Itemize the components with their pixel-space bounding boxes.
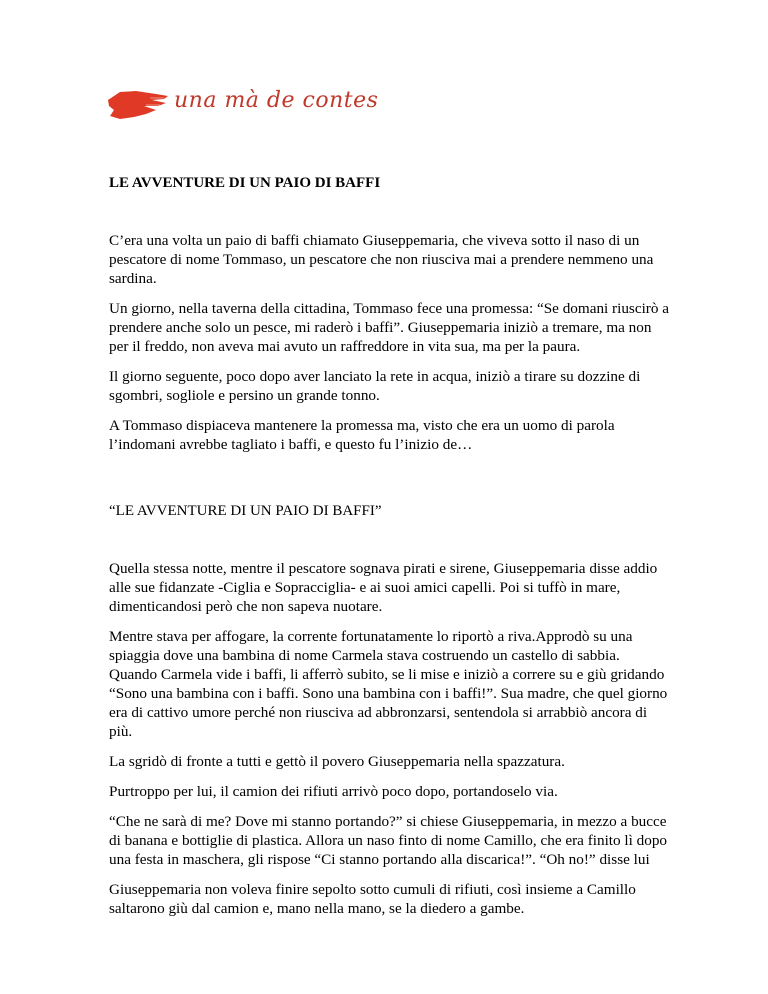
paragraph: Un giorno, nella taverna della cittadina, Tommaso fece una promessa: “Se domani riuscirò a prendere anche solo un pesce, mi raderò i baffi”. Giuseppemaria iniziò a tremare, ma non per il freddo, non aveva mai avuto un raffreddore in vita sua, ma per la paura.	[109, 300, 669, 355]
paragraph: A Tommaso dispiaceva mantenere la promessa ma, visto che era un uomo di parola l’indomani avrebbe tagliato i baffi, e questo fu l’inizio de…	[109, 417, 615, 453]
story-heading: “LE AVVENTURE DI UN PAIO DI BAFFI”	[109, 503, 382, 519]
brand-name: una mà de contes	[174, 88, 379, 113]
logo	[106, 86, 379, 122]
document-body	[109, 174, 669, 918]
document-title: LE AVVENTURE DI UN PAIO DI BAFFI	[109, 175, 381, 191]
paragraph: C’era una volta un paio di baffi chiamato Giuseppemaria, che viveva sotto il naso di un pescatore di nome Tommaso, un pescatore che non riusciva mai a prendere nemmeno una sardina.	[109, 232, 654, 287]
paragraph: La sgridò di fronte a tutti e gettò il povero Giuseppemaria nella spazzatura.	[109, 753, 565, 770]
paragraph: “Che ne sarà di me? Dove mi stanno portando?” si chiese Giuseppemaria, in mezzo a bucce di banana e bottiglie di plastica. Allora un naso finto di nome Camillo, che era finito lì dopo una festa in maschera, gli rispose “Ci stanno portando alla discarica!”. “Oh no!” disse lui	[109, 813, 668, 868]
paragraph: Giuseppemaria non voleva finire sepolto sotto cumuli di rifiuti, così insieme a Camillo saltarono giù dal camion e, mano nella mano, se la diedero a gambe.	[109, 881, 636, 917]
paragraph: Purtroppo per lui, il camion dei rifiuti arrivò poco dopo, portandoselo via.	[109, 783, 558, 800]
paragraph: Mentre stava per affogare, la corrente fortunatamente lo riportò a riva.Approdò su una spiaggia dove una bambina di nome Carmela stava costruendo un castello di sabbia. Quando Carmela vide i baffi, li afferrò subito, se li mise e iniziò a correre su e giù gridando “Sono una bambina con i baffi. Sono una bambina con i baffi!”. Sua madre, che quel giorno era di cattivo umore perché non riusciva ad abbronzarsi, sentendola si arrabbiò ancora di più.	[109, 628, 668, 740]
paragraph: Quella stessa notte, mentre il pescatore sognava pirati e sirene, Giuseppemaria disse addio alle sue fidanzate -Ciglia e Sopracciglia- e ai suoi amici capelli. Poi si tuffò in mare, dimenticandosi però che non sapeva nuotare.	[109, 560, 658, 615]
brush-stroke-icon	[106, 86, 170, 122]
paragraph: Il giorno seguente, poco dopo aver lanciato la rete in acqua, iniziò a tirare su dozzine di sgombri, sogliole e persino un grande tonno.	[109, 368, 641, 404]
